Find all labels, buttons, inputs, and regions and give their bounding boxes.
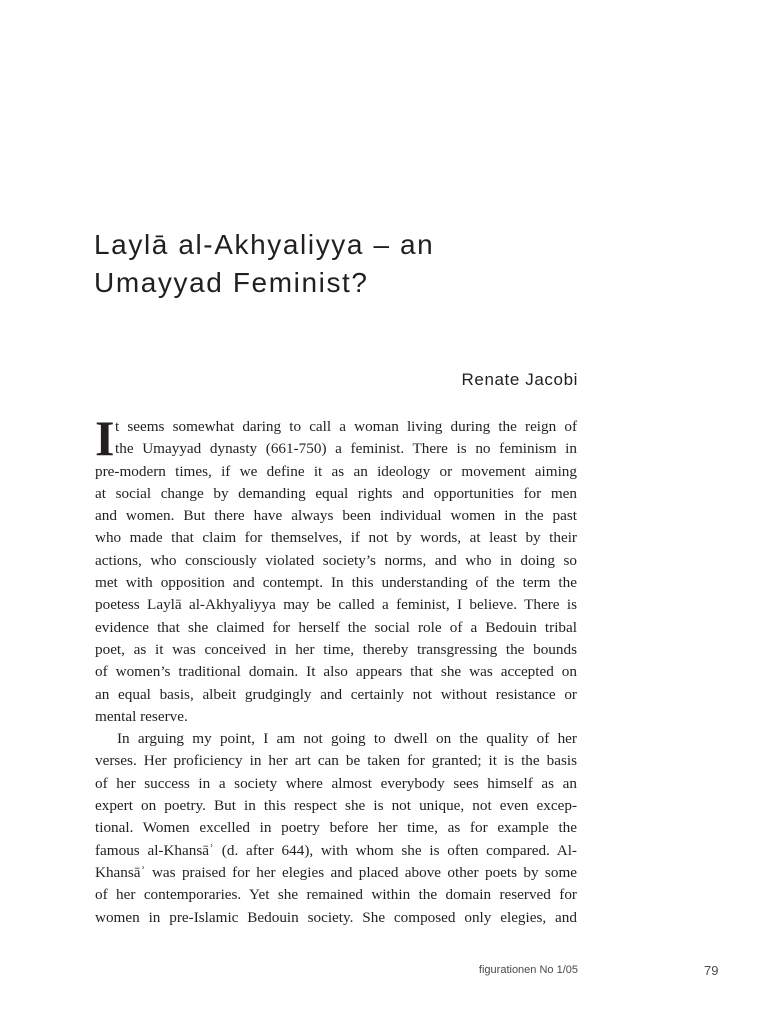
page-number: 79 (704, 963, 719, 978)
text-line: tional. Women excelled in poetry before her time, as for example the (95, 819, 577, 837)
text-line: at social change by demanding equal rights and opportunities for men (95, 484, 577, 502)
author-name: Renate Jacobi (461, 370, 578, 389)
text-line: actions, who consciously violated society’s norms, and who in doing so (95, 551, 577, 569)
text-line: an equal basis, albeit grudgingly and certainly not without resistance or (95, 685, 577, 703)
journal-footer: figurationen No 1/05 (478, 964, 578, 976)
article-title-line: Umayyad Feminist? (94, 267, 369, 298)
text-line: women in pre-Islamic Bedouin society. She composed only elegies, and (95, 908, 577, 926)
text-line: Khansāʾ was praised for her elegies and placed above other poets by some (95, 863, 577, 881)
text-line: expert on poetry. But in this respect she is not unique, not even excep- (95, 797, 577, 815)
text-line: famous al-Khansāʾ (d. after 644), with whom she is often compared. Al- (95, 841, 577, 859)
text-line: evidence that she claimed for herself the social role of a Bedouin tribal (95, 618, 577, 636)
drop-cap: I (95, 410, 115, 466)
text-line: met with opposition and contempt. In this understanding of the term the (95, 574, 577, 592)
text-line: poetess Laylā al-Akhyaliyya may be called a feminist, I believe. There is (95, 596, 577, 614)
text-line: and women. But there have always been individual women in the past (95, 507, 577, 525)
text-line: pre-modern times, if we define it as an ideology or movement aiming (95, 462, 577, 480)
text-line: of women’s traditional domain. It also appears that she was accepted on (95, 663, 577, 681)
paragraph-1 (95, 416, 577, 728)
paragraph-2 (95, 728, 577, 929)
text-line: who made that claim for themselves, if not by words, at least by their (95, 529, 577, 547)
article-title (94, 226, 614, 302)
article-body (95, 410, 577, 929)
text-line: In arguing my point, I am not going to dwell on the quality of her (117, 730, 577, 748)
text-line: poet, as it was conceived in her time, thereby transgressing the bounds (95, 640, 577, 658)
article-title-line: Laylā al-Akhyaliyya – an (94, 229, 435, 260)
text-line: of her success in a society where almost everybody sees himself as an (95, 774, 577, 792)
text-line: t seems somewhat daring to call a woman living during the reign of (115, 418, 577, 435)
text-line: the Umayyad dynasty (661-750) a feminist. There is no feminism in (115, 440, 577, 458)
text-line: mental reserve. (95, 707, 188, 725)
text-line: of her contemporaries. Yet she remained within the domain reserved for (95, 886, 577, 904)
text-line: verses. Her proficiency in her art can be taken for granted; it is the basis (95, 752, 577, 770)
